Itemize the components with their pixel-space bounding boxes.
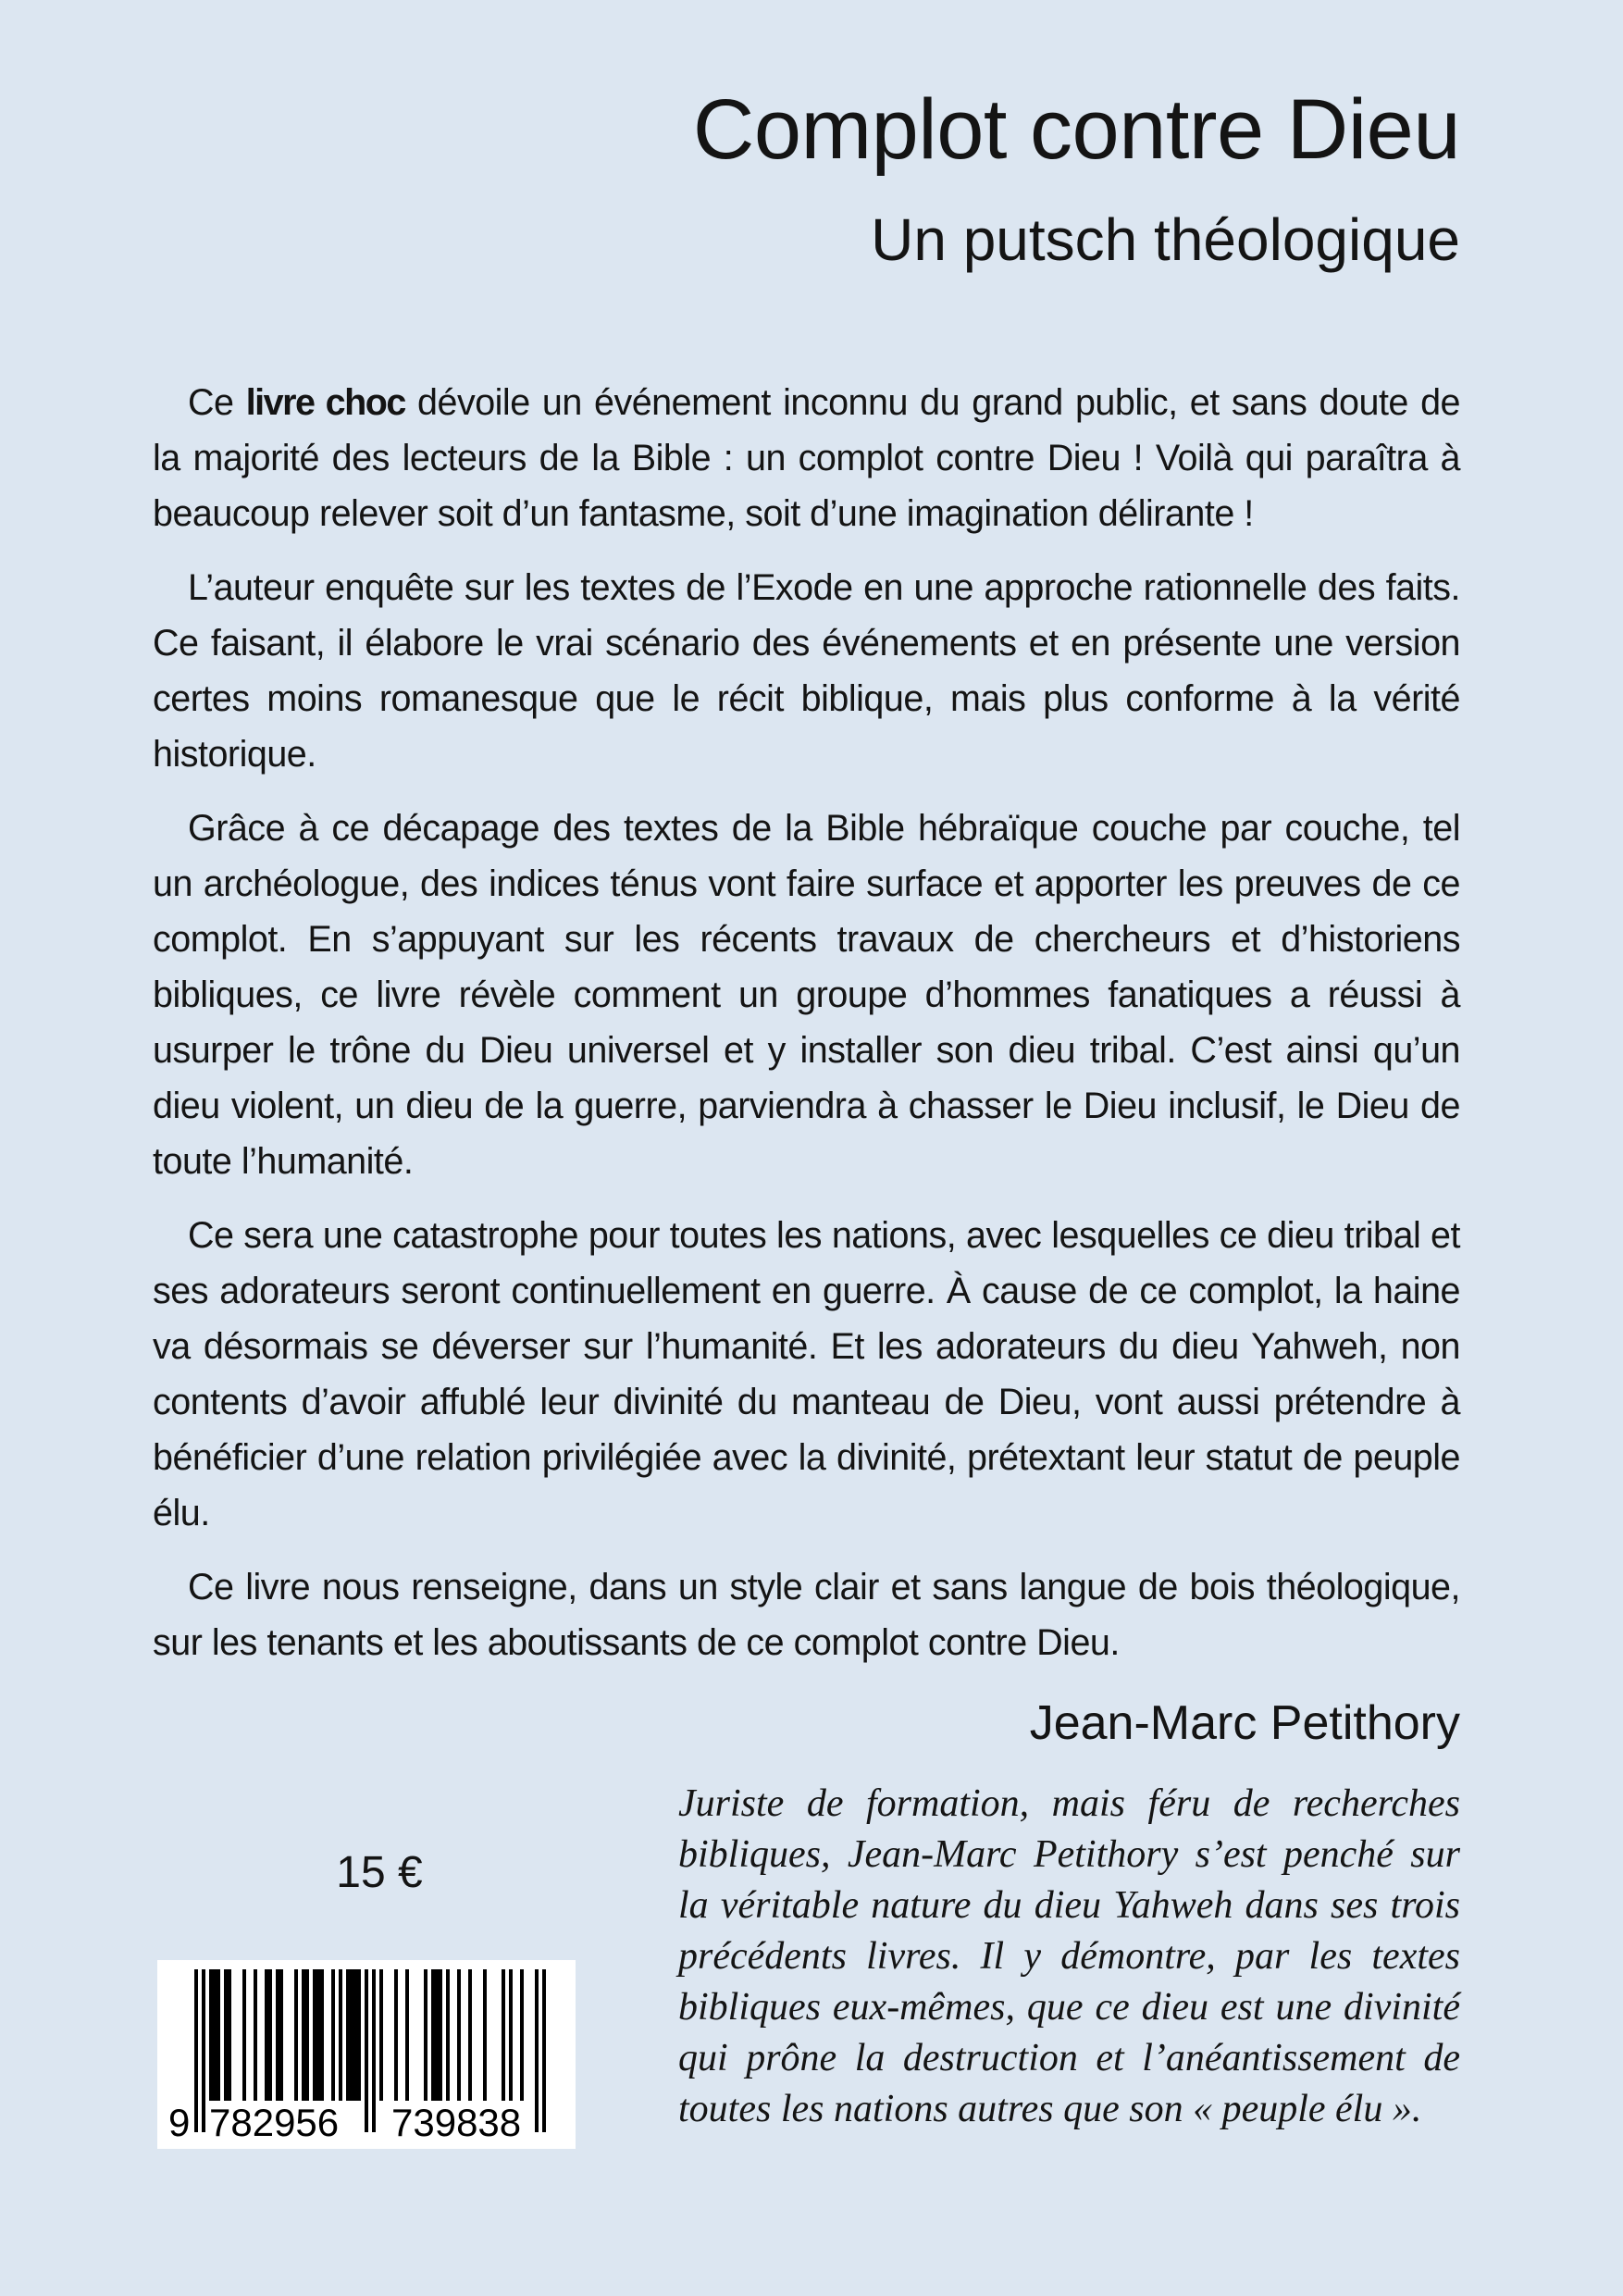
author-bio: Juriste de formation, mais féru de recherches bibliques, Jean-Marc Petithory s’est penché sur la véritable nature du dieu Yahweh dans ses trois précédents livres. Il y démontre, par les textes bibliques eux-mêmes, que ce dieu est une divinité qui prône la destruction et l’anéantissement de toutes les nations autres que son « peuple élu ».: [678, 1782, 1460, 2130]
isbn-barcode: [157, 1960, 576, 2149]
blurb-paragraph-4: Ce sera une catastrophe pour toutes les nations, avec lesquelles ce dieu tribal et ses adorateurs seront continuellement en guerre. À cause de ce complot, la haine va désormais se déverser sur l’humanité. Et les adorateurs du dieu Yahweh, non contents d’avoir affublé leur divinité du manteau de Dieu, vont aussi prétendre à bénéficier d’une relation privilégiée avec la divinité, prétextant leur statut de peuple élu.: [153, 1215, 1460, 1533]
barcode-bar: [446, 1969, 450, 2101]
book-title: Complot contre Dieu: [692, 82, 1460, 177]
barcode-bar: [339, 1969, 342, 2101]
isbn-right-group: 739838: [391, 2101, 522, 2144]
isbn-lead-digit: 9: [168, 2101, 191, 2144]
barcode-bar: [209, 1969, 220, 2101]
book-subtitle: Un putsch théologique: [871, 206, 1460, 273]
barcode-bar: [276, 1969, 283, 2101]
barcode-bar: [265, 1969, 272, 2101]
isbn-digits: [157, 2101, 576, 2145]
barcode-bar: [483, 1969, 487, 2101]
blurb-paragraph-2: L’auteur enquête sur les textes de l’Exode en une approche rationnelle des faits. Ce faisant, il élabore le vrai scénario des événements et en présente une version certes moins romanesque que le récit biblique, mais plus conforme à la vérité historique.: [153, 567, 1460, 775]
barcode-bar: [294, 1969, 298, 2101]
blurb-emphasis: livre choc: [245, 382, 405, 423]
isbn-left-group: 782956: [209, 2101, 340, 2144]
barcode-bar: [346, 1969, 361, 2101]
barcode-bar: [424, 1969, 427, 2101]
barcode-bar: [509, 1969, 513, 2101]
barcode-bar: [457, 1969, 461, 2101]
blurb-paragraph-3: Grâce à ce décapage des textes de la Bible hébraïque couche par couche, tel un archéologue, des indices ténus vont faire surface et apporter les preuves de ce complot. En s’appuyant sur les récents travaux de chercheurs et d’historiens bibliques, ce livre révèle comment un groupe d’hommes fanatiques a réussi à usurper le trône du Dieu universel et y installer son dieu tribal. C’est ainsi qu’un dieu violent, un dieu de la guerre, parviendra à chasser le Dieu inclusif, le Dieu de toute l’humanité.: [153, 808, 1460, 1182]
barcode-bar: [302, 1969, 309, 2101]
back-cover-blurb: [153, 375, 1460, 1689]
barcode-bar: [520, 1969, 524, 2101]
barcode-bar: [405, 1969, 409, 2101]
barcode-bar: [502, 1969, 505, 2101]
barcode-bar: [431, 1969, 442, 2101]
barcode-bar: [468, 1969, 472, 2101]
blurb-paragraph-5: Ce livre nous renseigne, dans un style clair et sans langue de bois théologique, sur les tenants et les aboutissants de ce complot contre Dieu.: [153, 1567, 1460, 1663]
barcode-bar: [254, 1969, 257, 2101]
author-name: Jean-Marc Petithory: [1029, 1696, 1460, 1750]
barcode-bar: [394, 1969, 398, 2101]
blurb-lead: Ce: [188, 382, 246, 423]
barcode-bar: [242, 1969, 246, 2101]
barcode-bar: [313, 1969, 324, 2101]
price-label: 15 €: [336, 1848, 423, 1897]
barcode-bar: [331, 1969, 335, 2101]
barcode-bar: [224, 1969, 231, 2101]
blurb-rest: dévoile un événement inconnu du grand public, et sans doute de la majorité des lecteurs de la Bible : un complot contre Dieu ! Voilà qui paraîtra à beaucoup relever soit d’un fantasme, soit d’une imagination délirante !: [153, 382, 1461, 534]
blurb-paragraph-1: [153, 375, 1460, 541]
barcode-bar: [379, 1969, 383, 2101]
